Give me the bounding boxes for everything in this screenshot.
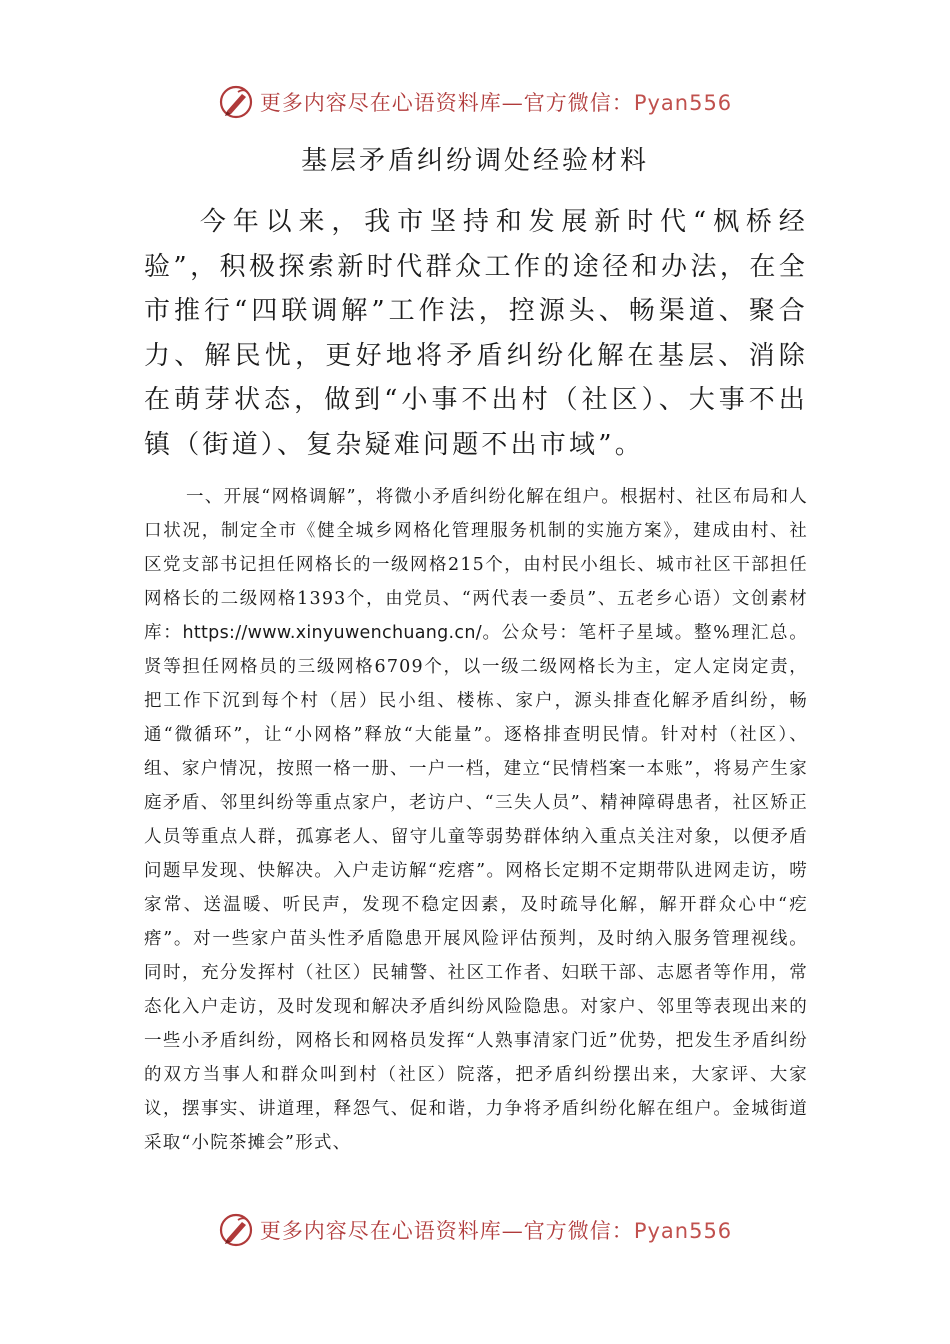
intro-paragraph: 今年以来，我市坚持和发展新时代“枫桥经验”，积极探索新时代群众工作的途径和办法，在全市推行“四联调解”工作法，控源头、畅渠道、聚合力、解民忧，更好地将矛盾纠纷化解在基层、消除在萌芽状态，做到“小事不出村（社区）、大事不出镇（街道）、复杂疑难问题不出市域”。	[144, 207, 808, 460]
watermark-banner-bottom	[0, 1208, 950, 1252]
section-1-text-a: 一、开展“网格调解”，将微小矛盾纠纷化解在组户。根据村、社区布局和人口状况，制定全市《健全城乡网格化管理服务机制的实施方案》，建成由村、社区党支部书记担任网格长的一级网格215个，由村民小组长、城市社区干部担任网格长的二级网格1393个，由党员、“两代表一委员”、五老乡心语）文创素材库：	[144, 487, 808, 643]
watermark-label: 更多内容尽在心语资料库—官方微信：	[259, 1219, 634, 1243]
section-1-text-b: 。公众号：笔杆子星域。整%理汇总。贤等担任网格员的三级网格6709个，以一级二级网格长为主，定人定岗定责，把工作下沉到每个村（居）民小组、楼栋、家户，源头排查化解矛盾纠纷，畅通“微循环”，让“小网格”释放“大能量”。逐格排查明民情。针对村（社区）、组、家户情况，按照一格一册、一户一档，建立“民情档案一本账”，将易产生家庭矛盾、邻里纠纷等重点家户，老访户、“三失人员”、精神障碍患者，社区矫正人员等重点人群，孤寡老人、留守儿童等弱势群体纳入重点关注对象，以便矛盾问题早发现、快解决。入户走访解“疙瘩”。网格长定期不定期带队进网走访，唠家常、送温暖、听民声，发现不稳定因素，及时疏导化解，解开群众心中“疙瘩”。对一些家户苗头性矛盾隐患开展风险评估预判，及时纳入服务管理视线。同时，充分发挥村（社区）民辅警、社区工作者、妇联干部、志愿者等作用，常态化入户走访，及时发现和解决矛盾纠纷风险隐患。对家户、邻里等表现出来的一些小矛盾纠纷，网格长和网格员发挥“人熟事清家门近”优势，把发生矛盾纠纷的双方当事人和群众叫到村（社区）院落，把矛盾纠纷摆出来，大家评、大家议，摆事实、讲道理，释怨气、促和谐，力争将矛盾纠纷化解在组户。金城街道采取“小院茶摊会”形式、	[144, 623, 808, 1153]
section-1-paragraph	[144, 480, 808, 1160]
pen-logo-icon	[218, 1212, 254, 1248]
pen-logo-icon	[218, 84, 254, 120]
watermark-banner-top	[0, 80, 950, 124]
source-url-link[interactable]: https://www.xinyuwenchuang.cn/	[182, 623, 482, 643]
watermark-text	[260, 87, 732, 117]
watermark-wechat-id: Pyan556	[633, 1219, 733, 1243]
watermark-text	[260, 1215, 732, 1245]
watermark-label: 更多内容尽在心语资料库—官方微信：	[259, 91, 634, 115]
watermark-wechat-id: Pyan556	[633, 91, 733, 115]
document-title: 基层矛盾纠纷调处经验材料	[300, 146, 649, 176]
